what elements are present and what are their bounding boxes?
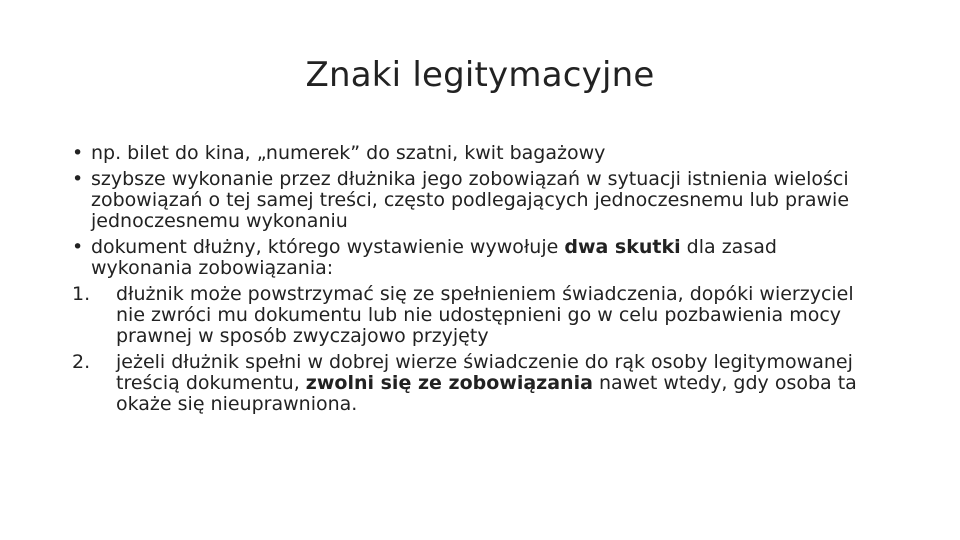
list-item	[72, 284, 872, 347]
list-item-text	[91, 169, 872, 232]
text-run: dokument dłużny, którego wystawienie wywołuje	[91, 236, 565, 258]
text-run: dla zasad wykonania zobowiązania:	[91, 236, 777, 279]
list-item	[72, 237, 872, 279]
list-item-text	[91, 143, 872, 164]
text-run: szybsze wykonanie przez dłużnika jego zobowiązań w sytuacji istnienia wielości zobowiązań o tej samej treści, często podlegających jednoczesnemu lub prawie jednoczesnemu wykonaniu	[91, 168, 850, 232]
bold-text-run: zwolni się ze zobowiązania	[305, 372, 593, 394]
number-marker: 1.	[72, 283, 91, 305]
bullet-marker: •	[72, 168, 84, 190]
text-run: jeżeli dłużnik spełni w dobrej wierze świadczenie do rąk osoby legitymowanej treścią dokumentu,	[116, 351, 853, 394]
number-marker: 2.	[72, 351, 91, 373]
bold-text-run: dwa skutki	[564, 236, 681, 258]
slide-title: Znaki legitymacyjne	[305, 55, 655, 95]
bullet-marker: •	[72, 236, 84, 258]
bullet-marker: •	[72, 142, 84, 164]
list-item-text	[116, 284, 872, 347]
list-item	[72, 143, 872, 164]
list-item-text	[91, 237, 872, 279]
text-run: dłużnik może powstrzymać się ze spełnieniem świadczenia, dopóki wierzyciel nie zwróci mu dokumentu lub nie udostępnieni go w celu pozbawienia mocy prawnej w sposób zwyczajowo przyjęty	[116, 283, 854, 347]
list-item-text	[116, 352, 872, 415]
slide-content	[72, 143, 872, 420]
text-run: nawet wtedy, gdy osoba ta okaże się nieuprawniona.	[116, 372, 857, 415]
text-run: np. bilet do kina, „numerek” do szatni, kwit bagażowy	[91, 142, 606, 164]
list-item	[72, 169, 872, 232]
list-item	[72, 352, 872, 415]
